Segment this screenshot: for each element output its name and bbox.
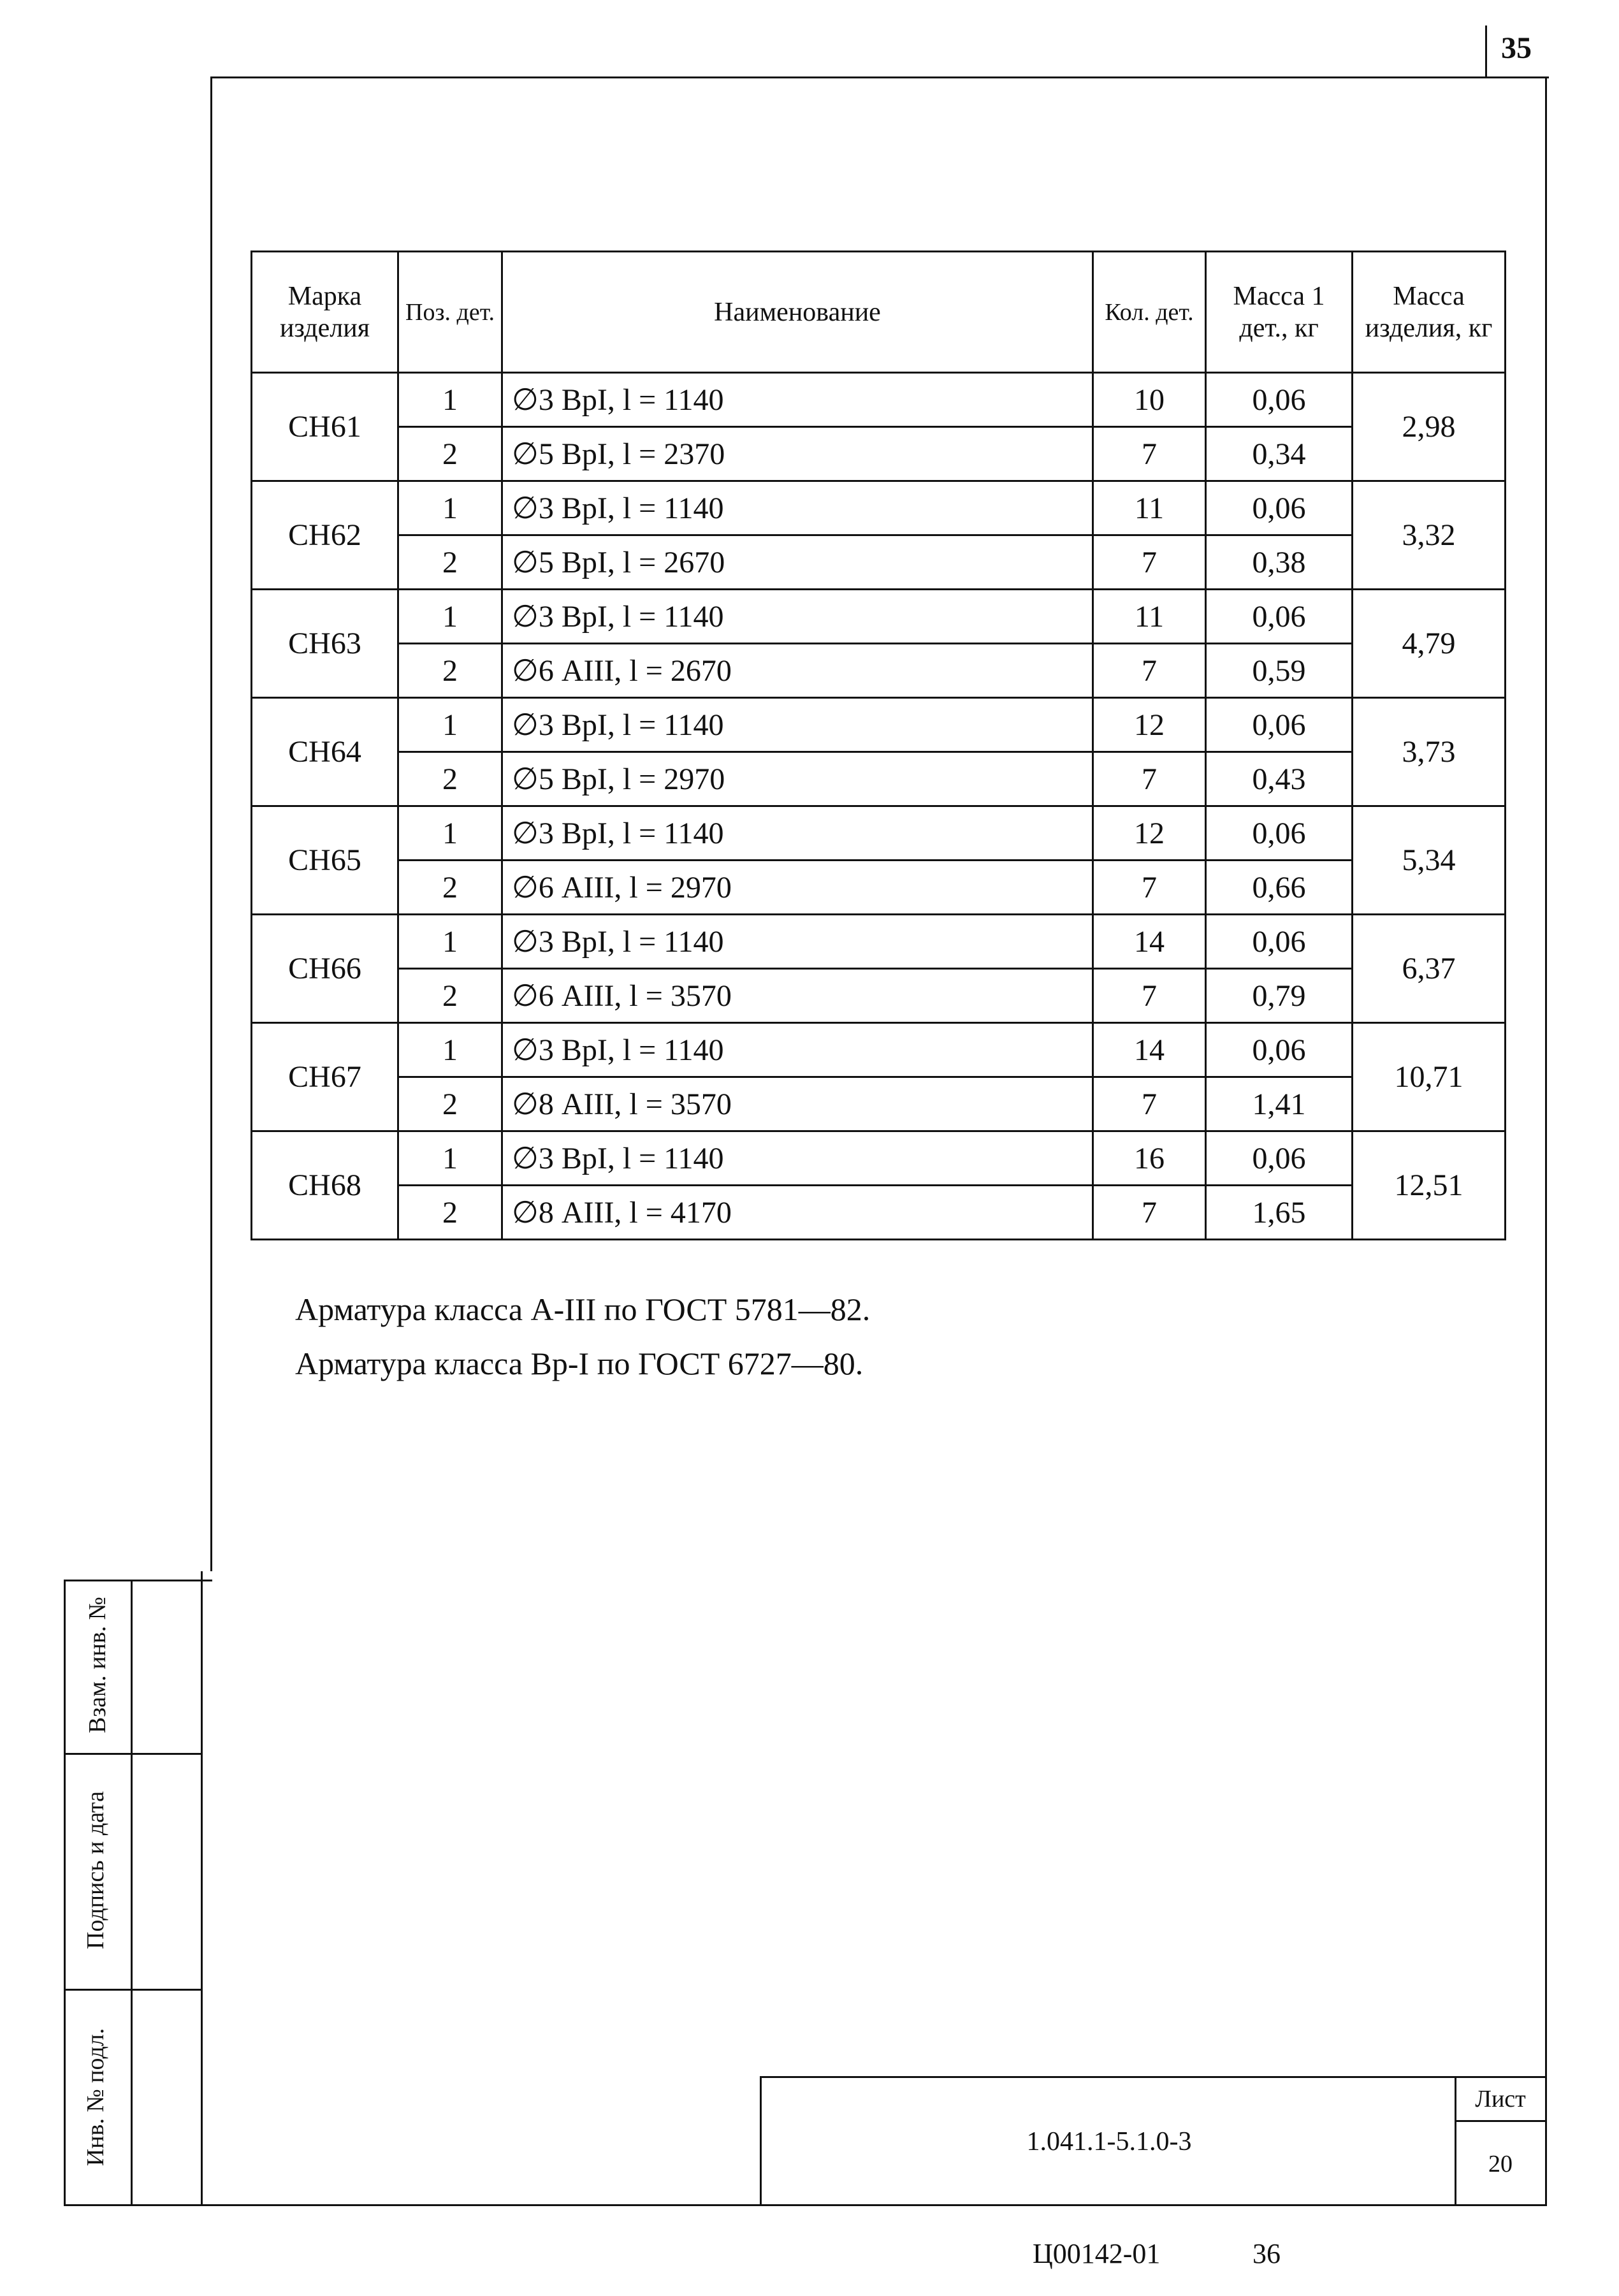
table-row: [252, 861, 1506, 915]
cell-pos: 1: [398, 1131, 502, 1186]
sheet-separator: [1455, 2120, 1547, 2122]
table-row: [252, 373, 1506, 427]
cell-qty: 7: [1093, 535, 1206, 590]
cell-mass-total: 12,51: [1353, 1131, 1506, 1240]
note-2: Арматура класса Вр-I по ГОСТ 6727—80.: [295, 1346, 864, 1381]
cell-name: ∅3 ВрI, l = 1140: [502, 915, 1093, 969]
cell-mass: 0,06: [1206, 373, 1353, 427]
cell-name: ∅6 АIII, l = 3570: [502, 969, 1093, 1023]
cell-name: ∅5 ВрI, l = 2370: [502, 427, 1093, 481]
cell-mass-total: 3,32: [1353, 481, 1506, 590]
cell-mass: 0,34: [1206, 427, 1353, 481]
cell-pos: 1: [398, 806, 502, 861]
table-row: [252, 481, 1506, 535]
cell-name: ∅5 ВрI, l = 2970: [502, 752, 1093, 806]
cell-qty: 7: [1093, 1077, 1206, 1131]
cell-name: ∅8 АIII, l = 3570: [502, 1077, 1093, 1131]
cell-name: ∅3 ВрI, l = 1140: [502, 373, 1093, 427]
page-number-divider: [1485, 25, 1487, 76]
stamp-right: [201, 1571, 203, 2206]
cell-mass-total: 4,79: [1353, 590, 1506, 698]
cell-mass: 0,06: [1206, 1131, 1353, 1186]
footer-page: 36: [1252, 2238, 1281, 2269]
cell-name: ∅8 АIII, l = 4170: [502, 1186, 1093, 1240]
cell-mark: СН68: [252, 1131, 398, 1240]
cell-qty: 10: [1093, 373, 1206, 427]
cell-name: ∅3 ВрI, l = 1140: [502, 481, 1093, 535]
cell-qty: 12: [1093, 698, 1206, 752]
table-row: [252, 1131, 1506, 1186]
note-1: Арматура класса А-III по ГОСТ 5781—82.: [295, 1291, 871, 1327]
cell-name: ∅6 АIII, l = 2670: [502, 644, 1093, 698]
footer-code: Ц00142-01: [1033, 2238, 1161, 2269]
cell-name: ∅3 ВрI, l = 1140: [502, 698, 1093, 752]
cell-qty: 12: [1093, 806, 1206, 861]
table-row: [252, 969, 1506, 1023]
cell-mass: 0,79: [1206, 969, 1353, 1023]
header-mark: Марка изделия: [252, 252, 398, 373]
cell-qty: 7: [1093, 427, 1206, 481]
cell-mark: СН67: [252, 1023, 398, 1131]
cell-qty: 14: [1093, 915, 1206, 969]
cell-qty: 11: [1093, 481, 1206, 535]
cell-pos: 2: [398, 969, 502, 1023]
cell-mass-total: 3,73: [1353, 698, 1506, 806]
cell-mass: 0,38: [1206, 535, 1353, 590]
table-row: [252, 1186, 1506, 1240]
cell-mass: 0,06: [1206, 698, 1353, 752]
cell-pos: 2: [398, 861, 502, 915]
cell-mass: 0,06: [1206, 590, 1353, 644]
frame-left: [210, 76, 212, 1571]
cell-mass-total: 10,71: [1353, 1023, 1506, 1131]
cell-mark: СН62: [252, 481, 398, 590]
table-row: [252, 535, 1506, 590]
table-row: [252, 644, 1506, 698]
frame-top: [210, 76, 1549, 78]
cell-pos: 2: [398, 535, 502, 590]
cell-mark: СН61: [252, 373, 398, 481]
specification-table: [250, 251, 1506, 1240]
header-pos: Поз. дет.: [398, 252, 502, 373]
cell-qty: 7: [1093, 1186, 1206, 1240]
cell-mark: СН66: [252, 915, 398, 1023]
sheet-label: Лист: [1475, 2085, 1526, 2112]
cell-mass: 0,06: [1206, 481, 1353, 535]
cell-pos: 1: [398, 373, 502, 427]
stamp-sep-2: [64, 1989, 203, 1991]
document-designation: 1.041.1-5.1.0-3: [1026, 2127, 1192, 2156]
cell-name: ∅3 ВрI, l = 1140: [502, 1131, 1093, 1186]
table-row: [252, 427, 1506, 481]
stamp-vzam: Взам. инв. №: [84, 1596, 111, 1734]
cell-pos: 1: [398, 481, 502, 535]
cell-name: ∅3 ВрI, l = 1140: [502, 1023, 1093, 1077]
header-qty: Кол. дет.: [1093, 252, 1206, 373]
cell-pos: 2: [398, 752, 502, 806]
page-number: 35: [1501, 31, 1532, 65]
cell-pos: 2: [398, 644, 502, 698]
table-row: [252, 806, 1506, 861]
cell-name: ∅5 ВрI, l = 2670: [502, 535, 1093, 590]
cell-mass: 0,06: [1206, 1023, 1353, 1077]
header-mass-one: Масса 1 дет., кг: [1206, 252, 1353, 373]
cell-mass: 0,59: [1206, 644, 1353, 698]
table-row: [252, 590, 1506, 644]
frame-right: [1545, 76, 1547, 2205]
cell-qty: 11: [1093, 590, 1206, 644]
stamp-podpis: Подпись и дата: [82, 1791, 109, 1950]
cell-mass-total: 2,98: [1353, 373, 1506, 481]
cell-mark: СН64: [252, 698, 398, 806]
table-row: [252, 915, 1506, 969]
cell-qty: 7: [1093, 969, 1206, 1023]
table-row: [252, 1023, 1506, 1077]
cell-qty: 7: [1093, 752, 1206, 806]
cell-mass-total: 5,34: [1353, 806, 1506, 915]
cell-name: ∅3 ВрI, l = 1140: [502, 806, 1093, 861]
cell-qty: 14: [1093, 1023, 1206, 1077]
cell-qty: 16: [1093, 1131, 1206, 1186]
sheet-number: 20: [1488, 2151, 1513, 2177]
cell-pos: 1: [398, 1023, 502, 1077]
cell-name: ∅6 АIII, l = 2970: [502, 861, 1093, 915]
cell-pos: 1: [398, 590, 502, 644]
cell-mass: 0,06: [1206, 806, 1353, 861]
cell-mark: СН65: [252, 806, 398, 915]
cell-pos: 1: [398, 915, 502, 969]
cell-mass: 1,65: [1206, 1186, 1353, 1240]
cell-mass: 0,43: [1206, 752, 1353, 806]
cell-qty: 7: [1093, 861, 1206, 915]
cell-mass: 0,06: [1206, 915, 1353, 969]
cell-mark: СН63: [252, 590, 398, 698]
table-row: [252, 1077, 1506, 1131]
stamp-inv: Инв. № подл.: [82, 2028, 109, 2167]
cell-name: ∅3 ВрI, l = 1140: [502, 590, 1093, 644]
table-row: [252, 698, 1506, 752]
cell-mass-total: 6,37: [1353, 915, 1506, 1023]
cell-pos: 2: [398, 1077, 502, 1131]
cell-pos: 2: [398, 427, 502, 481]
header-mass-total: Масса изделия, кг: [1353, 252, 1506, 373]
table-header-row: [252, 252, 1506, 373]
stamp-divider: [131, 1580, 133, 2206]
cell-pos: 2: [398, 1186, 502, 1240]
header-name: Наименование: [502, 252, 1093, 373]
cell-pos: 1: [398, 698, 502, 752]
cell-mass: 1,41: [1206, 1077, 1353, 1131]
cell-qty: 7: [1093, 644, 1206, 698]
cell-mass: 0,66: [1206, 861, 1353, 915]
stamp-left: [64, 1580, 66, 2206]
table-row: [252, 752, 1506, 806]
